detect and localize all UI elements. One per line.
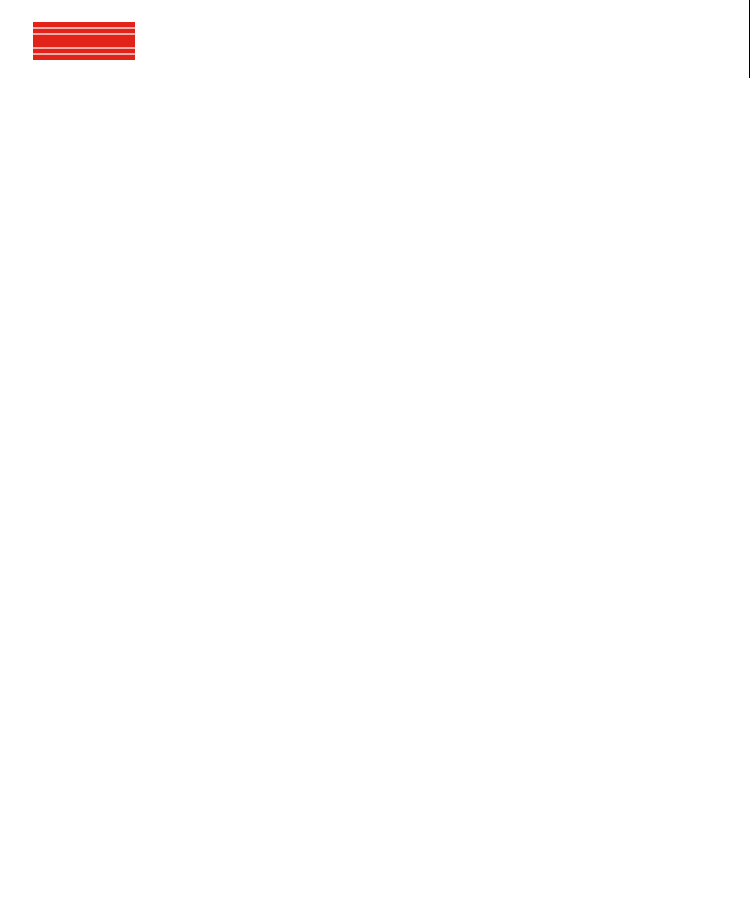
sesi-logo [33,22,135,60]
sheet-header [0,0,750,78]
